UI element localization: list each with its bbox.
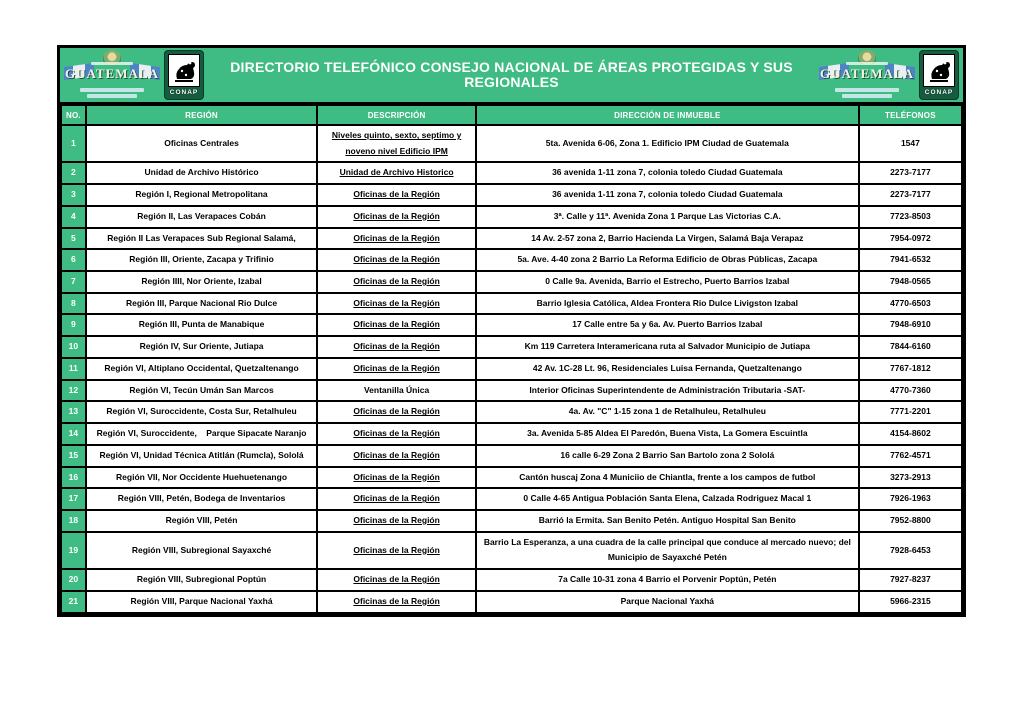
cell-telefono: 7771-2201 <box>859 401 962 423</box>
table-row <box>61 510 962 532</box>
cell-no: 4 <box>61 206 86 228</box>
cell-no: 9 <box>61 314 86 336</box>
cell-descripcion: Oficinas de la Región <box>317 423 476 445</box>
cell-telefono: 1547 <box>859 125 962 162</box>
cell-region: Región VI, Suroccidente, Costa Sur, Retalhuleu <box>86 401 318 423</box>
cell-direccion: 5ta. Avenida 6-06, Zona 1. Edificio IPM Ciudad de Guatemala <box>476 125 859 162</box>
cell-region: Región VII, Nor Occidente Huehuetenango <box>86 467 318 489</box>
table-row <box>61 206 962 228</box>
cell-descripcion: Oficinas de la Región <box>317 293 476 315</box>
cell-direccion: 5a. Ave. 4-40 zona 2 Barrio La Reforma Edificio de Obras Públicas, Zacapa <box>476 249 859 271</box>
cell-telefono: 4770-6503 <box>859 293 962 315</box>
cell-direccion: 14 Av. 2-57 zona 2, Barrio Hacienda La Virgen, Salamá Baja Verapaz <box>476 228 859 250</box>
cell-no: 13 <box>61 401 86 423</box>
cell-no: 1 <box>61 125 86 162</box>
cell-telefono: 7767-1812 <box>859 358 962 380</box>
cell-descripcion: Oficinas de la Región <box>317 206 476 228</box>
cell-no: 8 <box>61 293 86 315</box>
cell-telefono: 4770-7360 <box>859 380 962 402</box>
cell-no: 17 <box>61 488 86 510</box>
cell-direccion: 36 avenida 1-11 zona 7, colonia toledo Ciudad Guatemala <box>476 162 859 184</box>
cell-direccion: Km 119 Carretera Interamericana ruta al Salvador Municipio de Jutiapa <box>476 336 859 358</box>
conap-jaguar-icon <box>923 54 955 87</box>
cell-direccion: 3a. Avenida 5-85 Aldea El Paredón, Buena Vista, La Gomera Escuintla <box>476 423 859 445</box>
cell-direccion: 42 Av. 1C-28 Lt. 96, Residenciales Luisa Fernanda, Quetzaltenango <box>476 358 859 380</box>
cell-region: Región IIII, Nor Oriente, Izabal <box>86 271 318 293</box>
table-row <box>61 591 962 613</box>
cell-no: 16 <box>61 467 86 489</box>
guatemala-logo-label: GUATEMALA <box>820 66 914 81</box>
cell-region: Región VIII, Petén, Bodega de Inventarios <box>86 488 318 510</box>
cell-no: 2 <box>61 162 86 184</box>
cell-direccion: Barrio La Esperanza, a una cuadra de la calle principal que conduce al mercado nuevo; del Municipio de Sayaxché Petén <box>476 532 859 569</box>
cell-direccion: 0 Calle 9a. Avenida, Barrio el Estrecho, Puerto Barrios Izabal <box>476 271 859 293</box>
cell-descripcion: Oficinas de la Región <box>317 532 476 569</box>
cell-descripcion: Oficinas de la Región <box>317 445 476 467</box>
cell-no: 20 <box>61 569 86 591</box>
cell-descripcion: Oficinas de la Región <box>317 336 476 358</box>
cell-region: Región III, Punta de Manabique <box>86 314 318 336</box>
cell-descripcion: Oficinas de la Región <box>317 488 476 510</box>
cell-no: 14 <box>61 423 86 445</box>
header-row <box>61 105 962 125</box>
cell-telefono: 2273-7177 <box>859 162 962 184</box>
cell-no: 11 <box>61 358 86 380</box>
cell-direccion: Parque Nacional Yaxhá <box>476 591 859 613</box>
cell-no: 7 <box>61 271 86 293</box>
table-body <box>61 125 962 613</box>
cell-region: Región VI, Suroccidente, Parque Sipacate Naranjo <box>86 423 318 445</box>
table-row <box>61 125 962 162</box>
table-row <box>61 401 962 423</box>
column-header-descripcion: DESCRIPCIÓN <box>317 105 476 125</box>
cell-no: 21 <box>61 591 86 613</box>
table-row <box>61 358 962 380</box>
table-row <box>61 532 962 569</box>
cell-region: Región III, Parque Nacional Rio Dulce <box>86 293 318 315</box>
title-banner <box>60 48 963 104</box>
directory-table <box>60 104 963 614</box>
cell-region: Región VIII, Petén <box>86 510 318 532</box>
cell-region: Región VIII, Subregional Sayaxché <box>86 532 318 569</box>
guatemala-government-logo-right <box>819 49 915 101</box>
cell-no: 19 <box>61 532 86 569</box>
guatemala-logo-label: GUATEMALA <box>65 66 159 81</box>
cell-descripcion: Oficinas de la Región <box>317 401 476 423</box>
table-row <box>61 293 962 315</box>
conap-jaguar-icon <box>168 54 200 87</box>
cell-telefono: 5966-2315 <box>859 591 962 613</box>
logo-subtext-bar <box>835 88 899 92</box>
cell-region: Región VIII, Subregional Poptún <box>86 569 318 591</box>
table-row <box>61 184 962 206</box>
cell-no: 18 <box>61 510 86 532</box>
cell-descripcion: Oficinas de la Región <box>317 249 476 271</box>
cell-direccion: Barrio Iglesia Católica, Aldea Frontera Rio Dulce Livigston Izabal <box>476 293 859 315</box>
table-row <box>61 380 962 402</box>
cell-no: 3 <box>61 184 86 206</box>
cell-direccion: 36 avenida 1-11 zona 7, colonia toledo Ciudad Guatemala <box>476 184 859 206</box>
cell-telefono: 7928-6453 <box>859 532 962 569</box>
cell-telefono: 7723-8503 <box>859 206 962 228</box>
cell-region: Región VIII, Parque Nacional Yaxhá <box>86 591 318 613</box>
cell-region: Oficinas Centrales <box>86 125 318 162</box>
cell-telefono: 7952-8800 <box>859 510 962 532</box>
cell-telefono: 7941-6532 <box>859 249 962 271</box>
cell-descripcion: Oficinas de la Región <box>317 591 476 613</box>
cell-region: Unidad de Archivo Histórico <box>86 162 318 184</box>
column-header-no: NO. <box>61 105 86 125</box>
column-header-telefonos: TELÉFONOS <box>859 105 962 125</box>
conap-logo-right <box>919 50 959 100</box>
logo-subtext-bar <box>91 62 133 65</box>
table-row <box>61 569 962 591</box>
cell-direccion: Barrió la Ermita. San Benito Petén. Antiguo Hospital San Benito <box>476 510 859 532</box>
cell-telefono: 7954-0972 <box>859 228 962 250</box>
table-row <box>61 228 962 250</box>
logo-subtext-bar <box>87 94 137 98</box>
cell-descripcion: Oficinas de la Región <box>317 228 476 250</box>
cell-direccion: 16 calle 6-29 Zona 2 Barrio San Bartolo zona 2 Sololá <box>476 445 859 467</box>
column-header-region: REGIÓN <box>86 105 318 125</box>
cell-telefono: 7948-0565 <box>859 271 962 293</box>
directory-document <box>57 45 966 617</box>
column-header-direccion: DIRECCIÓN DE INMUEBLE <box>476 105 859 125</box>
cell-descripcion: Ventanilla Única <box>317 380 476 402</box>
cell-region: Región III, Oriente, Zacapa y Trifinio <box>86 249 318 271</box>
cell-telefono: 7762-4571 <box>859 445 962 467</box>
cell-region: Región VI, Altiplano Occidental, Quetzaltenango <box>86 358 318 380</box>
guatemala-government-logo-left <box>64 49 160 101</box>
cell-direccion: 0 Calle 4-65 Antigua Población Santa Elena, Calzada Rodriguez Macal 1 <box>476 488 859 510</box>
cell-telefono: 7927-8237 <box>859 569 962 591</box>
cell-no: 6 <box>61 249 86 271</box>
cell-no: 15 <box>61 445 86 467</box>
logo-subtext-bar <box>842 94 892 98</box>
table-row <box>61 467 962 489</box>
cell-region: Región VI, Tecún Umán San Marcos <box>86 380 318 402</box>
cell-region: Región II Las Verapaces Sub Regional Salamá, <box>86 228 318 250</box>
cell-no: 12 <box>61 380 86 402</box>
cell-telefono: 7926-1963 <box>859 488 962 510</box>
cell-telefono: 7948-6910 <box>859 314 962 336</box>
cell-descripcion: Niveles quinto, sexto, septimo y noveno nivel Edificio IPM <box>317 125 476 162</box>
conap-logo-label: CONAP <box>169 89 199 96</box>
cell-no: 10 <box>61 336 86 358</box>
logo-subtext-bar <box>80 88 144 92</box>
table-row <box>61 336 962 358</box>
cell-region: Región VI, Unidad Técnica Atitlán (Rumcla), Sololá <box>86 445 318 467</box>
table-row <box>61 488 962 510</box>
cell-descripcion: Oficinas de la Región <box>317 271 476 293</box>
cell-direccion: Interior Oficinas Superintendente de Administración Tributaria -SAT- <box>476 380 859 402</box>
cell-direccion: Cantón huscaj Zona 4 Municiio de Chiantla, frente a los campos de futbol <box>476 467 859 489</box>
cell-region: Región II, Las Verapaces Cobán <box>86 206 318 228</box>
conap-logo-label: CONAP <box>924 89 954 96</box>
table-row <box>61 314 962 336</box>
cell-telefono: 4154-8602 <box>859 423 962 445</box>
table-row <box>61 162 962 184</box>
logo-subtext-bar <box>846 62 888 65</box>
cell-region: Región IV, Sur Oriente, Jutiapa <box>86 336 318 358</box>
cell-direccion: 3ª. Calle y 11ª. Avenida Zona 1 Parque Las Victorias C.A. <box>476 206 859 228</box>
cell-descripcion: Oficinas de la Región <box>317 184 476 206</box>
table-row <box>61 271 962 293</box>
table-row <box>61 249 962 271</box>
cell-direccion: 4a. Av. "C" 1-15 zona 1 de Retalhuleu, Retalhuleu <box>476 401 859 423</box>
cell-region: Región I, Regional Metropolitana <box>86 184 318 206</box>
cell-telefono: 2273-7177 <box>859 184 962 206</box>
page-title: DIRECTORIO TELEFÓNICO CONSEJO NACIONAL DE ÁREAS PROTEGIDAS Y SUS REGIONALES <box>230 58 793 90</box>
cell-descripcion: Unidad de Archivo Historico <box>317 162 476 184</box>
cell-descripcion: Oficinas de la Región <box>317 358 476 380</box>
cell-descripcion: Oficinas de la Región <box>317 510 476 532</box>
cell-telefono: 7844-6160 <box>859 336 962 358</box>
cell-descripcion: Oficinas de la Región <box>317 467 476 489</box>
table-row <box>61 445 962 467</box>
cell-direccion: 7a Calle 10-31 zona 4 Barrio el Porvenir Poptún, Petén <box>476 569 859 591</box>
cell-no: 5 <box>61 228 86 250</box>
cell-descripcion: Oficinas de la Región <box>317 314 476 336</box>
cell-direccion: 17 Calle entre 5a y 6a. Av. Puerto Barrios Izabal <box>476 314 859 336</box>
cell-telefono: 3273-2913 <box>859 467 962 489</box>
table-row <box>61 423 962 445</box>
cell-descripcion: Oficinas de la Región <box>317 569 476 591</box>
conap-logo-left <box>164 50 204 100</box>
